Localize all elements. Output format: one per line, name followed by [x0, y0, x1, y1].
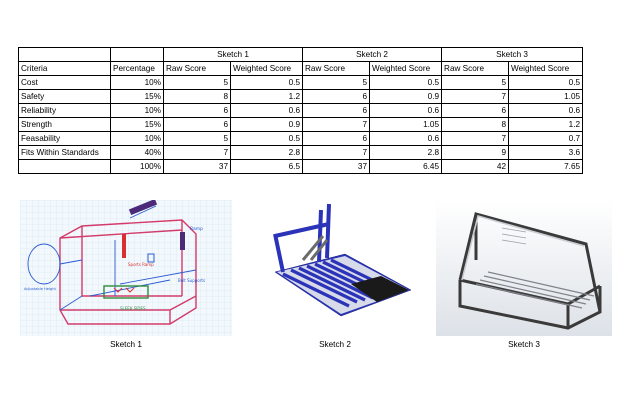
raw-score-cell: 6	[442, 104, 509, 118]
blank-cell	[111, 48, 164, 62]
criteria-cell: Strength	[19, 118, 111, 132]
weighted-score-cell: 0.5	[231, 76, 303, 90]
table-row	[19, 146, 583, 160]
raw-score-cell: 9	[442, 146, 509, 160]
blank-cell	[19, 48, 111, 62]
table-row	[19, 90, 583, 104]
red-post	[122, 234, 126, 258]
raw-score-header: Raw Score	[442, 62, 509, 76]
table-row	[19, 104, 583, 118]
note-bolt-supports: Bolt Supports	[178, 278, 206, 283]
raw-score-cell: 7	[303, 118, 370, 132]
raw-score-cell: 42	[442, 160, 509, 174]
weighted-score-cell: 7.65	[509, 160, 583, 174]
weighted-score-cell: 1.2	[231, 90, 303, 104]
weighted-score-cell: 2.8	[231, 146, 303, 160]
header-row-columns	[19, 62, 583, 76]
raw-score-cell: 7	[164, 146, 231, 160]
sketch-1-drawing	[20, 200, 232, 336]
raw-score-cell: 6	[164, 104, 231, 118]
note-adjustable-height: Adjustable Height	[24, 287, 56, 291]
table-row	[19, 76, 583, 90]
table-row	[19, 118, 583, 132]
header-row-groups	[19, 48, 583, 62]
raw-score-cell: 5	[164, 132, 231, 146]
raw-score-cell: 37	[303, 160, 370, 174]
weighted-score-cell: 1.05	[509, 90, 583, 104]
weighted-score-cell: 0.5	[509, 76, 583, 90]
percentage-cell: 15%	[111, 118, 164, 132]
raw-score-cell: 7	[442, 90, 509, 104]
sketch-group-header: Sketch 2	[303, 48, 442, 62]
note-ramp: Ramp	[190, 227, 204, 232]
raw-score-cell: 7	[303, 146, 370, 160]
weighted-score-cell: 0.6	[231, 104, 303, 118]
weighted-score-cell: 0.9	[370, 90, 442, 104]
criteria-cell: Safety	[19, 90, 111, 104]
criteria-cell: Feasability	[19, 132, 111, 146]
percentage-cell: 10%	[111, 104, 164, 118]
weighted-score-cell: 6.45	[370, 160, 442, 174]
sketch-3-cad-render	[436, 200, 612, 336]
percentage-header: Percentage	[111, 62, 164, 76]
weighted-score-cell: 0.9	[231, 118, 303, 132]
weighted-score-cell: 0.6	[509, 104, 583, 118]
weighted-score-header: Weighted Score	[231, 62, 303, 76]
weighted-score-cell: 1.2	[509, 118, 583, 132]
weighted-score-cell: 0.7	[509, 132, 583, 146]
raw-score-cell: 6	[303, 132, 370, 146]
raw-score-cell: 5	[442, 76, 509, 90]
criteria-header: Criteria	[19, 62, 111, 76]
raw-score-cell: 6	[303, 104, 370, 118]
raw-score-cell: 5	[164, 76, 231, 90]
weighted-score-cell: 0.6	[370, 104, 442, 118]
raw-score-cell: 8	[164, 90, 231, 104]
criteria-cell: Fits Within Standards	[19, 146, 111, 160]
weighted-score-cell: 0.6	[370, 132, 442, 146]
sketch-group-header: Sketch 1	[164, 48, 303, 62]
weighted-score-cell: 3.6	[509, 146, 583, 160]
criteria-cell	[19, 160, 111, 174]
sketch-3-caption: Sketch 3	[508, 340, 540, 349]
percentage-cell: 100%	[111, 160, 164, 174]
criteria-cell: Cost	[19, 76, 111, 90]
percentage-cell: 15%	[111, 90, 164, 104]
weighted-score-cell: 2.8	[370, 146, 442, 160]
sketch-1-caption: Sketch 1	[110, 340, 142, 349]
percentage-cell: 40%	[111, 146, 164, 160]
decision-matrix-table	[18, 47, 583, 174]
percentage-cell: 10%	[111, 132, 164, 146]
purple-block	[180, 232, 185, 250]
sketch-group-header: Sketch 3	[442, 48, 583, 62]
note-sports-ramp: Sports Ramp	[128, 262, 154, 267]
sketch-2-caption: Sketch 2	[319, 340, 351, 349]
raw-score-cell: 7	[442, 132, 509, 146]
raw-score-cell: 8	[442, 118, 509, 132]
weighted-score-header: Weighted Score	[370, 62, 442, 76]
criteria-cell: Reliability	[19, 104, 111, 118]
raw-score-header: Raw Score	[164, 62, 231, 76]
raw-score-cell: 6	[164, 118, 231, 132]
raw-score-cell: 37	[164, 160, 231, 174]
weighted-score-cell: 6.5	[231, 160, 303, 174]
weighted-score-cell: 0.5	[370, 76, 442, 90]
weighted-score-cell: 1.05	[370, 118, 442, 132]
table-row	[19, 132, 583, 146]
percentage-cell: 10%	[111, 76, 164, 90]
raw-score-header: Raw Score	[303, 62, 370, 76]
weighted-score-header: Weighted Score	[509, 62, 583, 76]
weighted-score-cell: 0.5	[231, 132, 303, 146]
total-row	[19, 160, 583, 174]
raw-score-cell: 6	[303, 90, 370, 104]
raw-score-cell: 5	[303, 76, 370, 90]
sketch-2-cad-render	[245, 200, 425, 336]
note-sleek-sides: SLEEK SIDES	[120, 306, 146, 311]
